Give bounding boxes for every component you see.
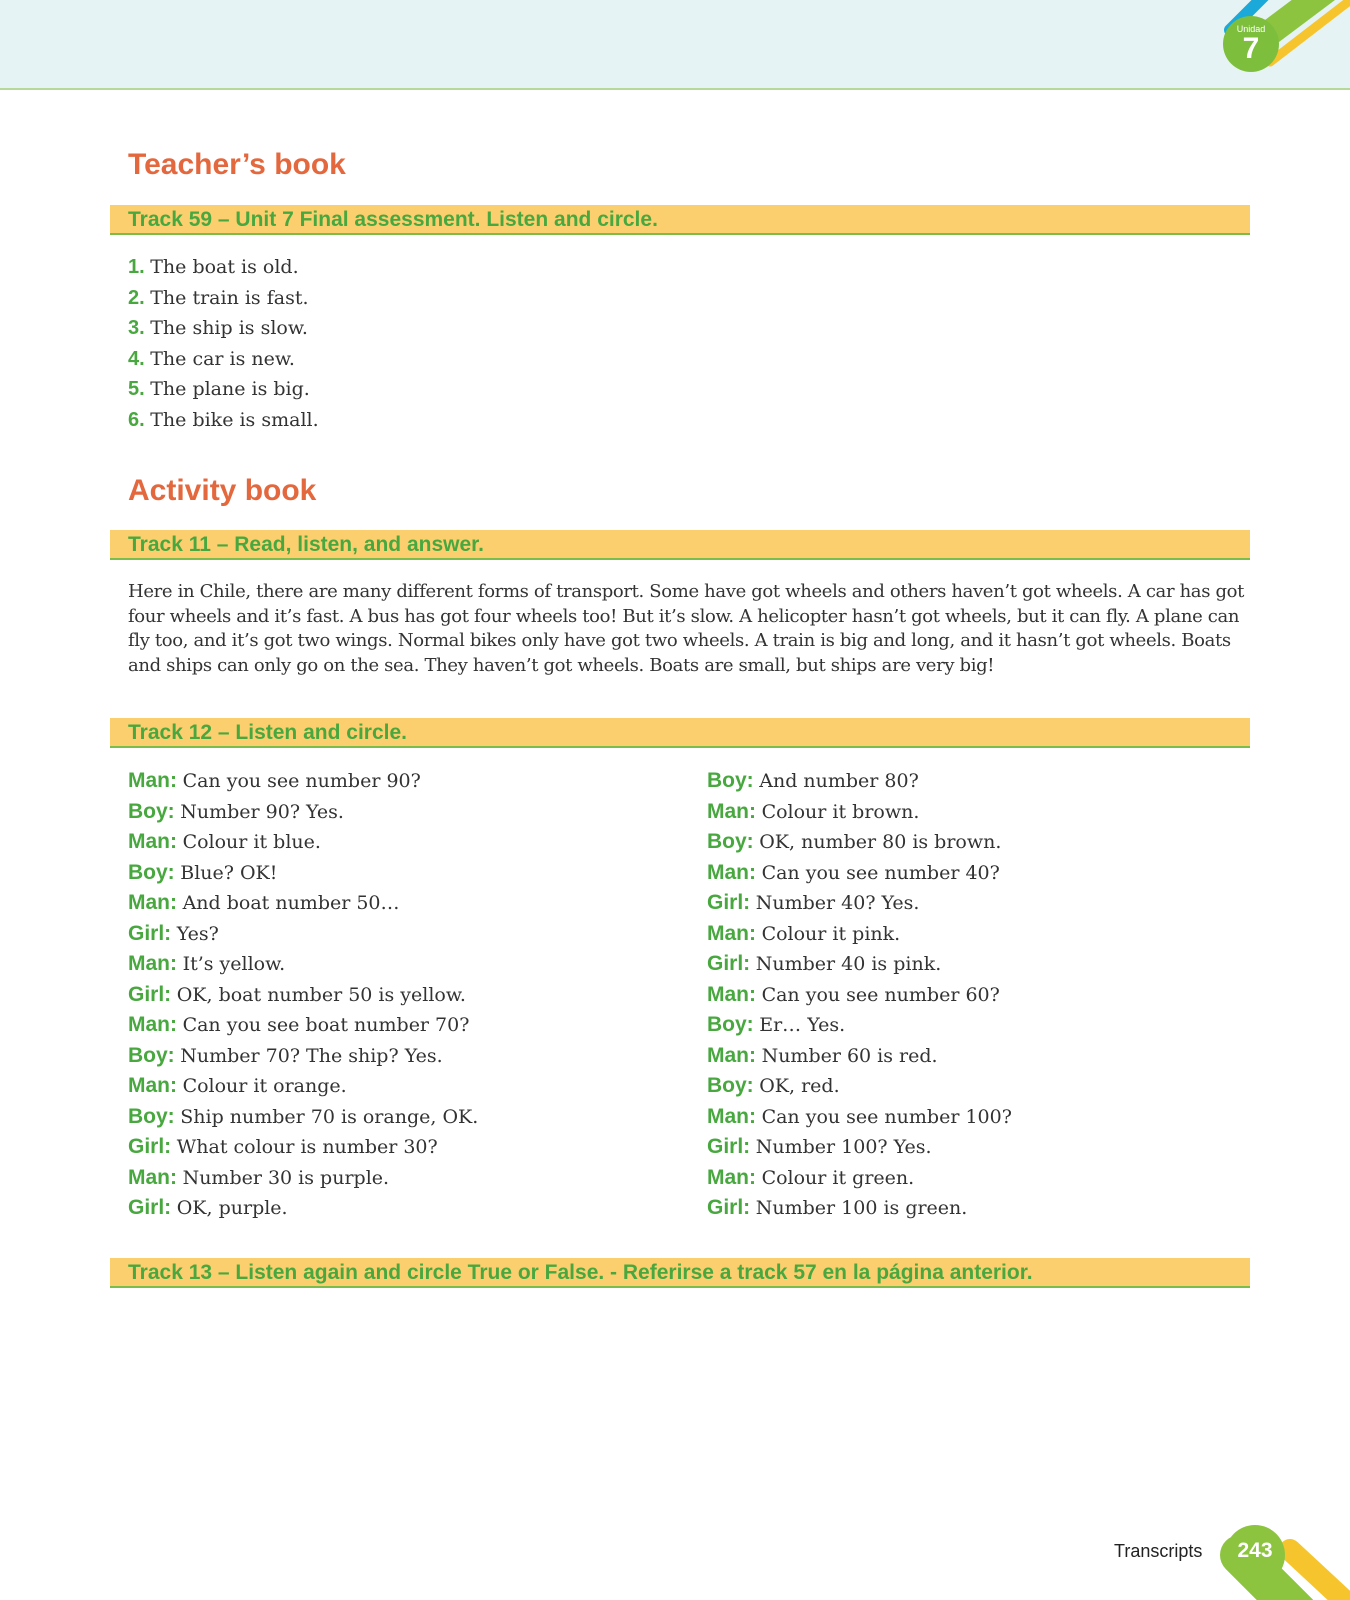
track-12-title: Track 12 – Listen and circle. (128, 721, 407, 744)
track-59-title: Track 59 – Unit 7 Final assessment. Listen and circle. (128, 208, 658, 231)
dialogue-text: Number 60 is red. (761, 1044, 938, 1067)
dialogue-text: Colour it blue. (182, 831, 321, 853)
dialogue-text: Colour it green. (761, 1166, 915, 1189)
item-number: 4. (128, 347, 145, 370)
dialogue-line (707, 949, 1012, 980)
dialogue-line (128, 1041, 478, 1072)
speaker-name: Man: (707, 860, 756, 884)
speaker-name: Man: (128, 769, 177, 792)
speaker-name: Girl: (707, 1135, 751, 1158)
dialogue-text: Number 40 is pink. (755, 953, 942, 975)
speaker-name: Man: (128, 830, 177, 853)
dialogue-line (707, 797, 1012, 828)
track-12-bar (110, 718, 1250, 748)
track-11-bar (110, 530, 1250, 560)
dialogue-text: Colour it pink. (761, 922, 901, 945)
speaker-name: Man: (707, 799, 756, 823)
speaker-name: Girl: (128, 921, 172, 945)
dialogue-line (128, 919, 478, 950)
speaker-name: Man: (128, 1074, 177, 1097)
dialogue-line (707, 1010, 1012, 1041)
speaker-name: Boy: (128, 860, 175, 884)
speaker-name: Man: (128, 952, 177, 975)
dialogue-line (128, 766, 478, 797)
dialogue-text: Can you see number 40? (761, 861, 1000, 884)
dialogue-line (128, 858, 478, 889)
track-11-paragraph: Here in Chile, there are many different forms of transport. Some have got wheels and others haven’t got wheels. A car has got four wheels and it’s fast. A bus has got four wheels too! But it’s slow. A helicopter hasn’t got wheels, but it can fly. A plane can fly too, and it’s got two wings. Normal bikes only have got two wheels. A train is big and long, and it hasn’t got wheels. Boats and ships can only go on the sea. They haven’t got wheels. Boats are small, but ships are very big! (128, 581, 1244, 676)
speaker-name: Girl: (128, 1196, 172, 1219)
dialogue-text: Number 40? Yes. (755, 892, 920, 914)
dialogue-left-column (128, 766, 478, 1224)
speaker-name: Girl: (707, 1196, 751, 1219)
item-number: 5. (128, 378, 145, 400)
track-59-list (128, 252, 319, 435)
dialogue-line (707, 1102, 1012, 1133)
dialogue-text: Number 90? Yes. (180, 800, 344, 823)
track-59-bar (110, 205, 1250, 235)
dialogue-text: Colour it orange. (182, 1075, 347, 1097)
page-number-badge (1220, 1515, 1350, 1600)
dialogue-line (707, 980, 1012, 1011)
dialogue-line (128, 1071, 478, 1102)
item-number: 1. (128, 256, 145, 278)
dialogue-line (128, 1193, 478, 1224)
dialogue-text: Can you see number 90? (182, 770, 421, 792)
dialogue-line (707, 1163, 1012, 1194)
speaker-name: Man: (128, 1013, 177, 1036)
track-13-title: Track 13 – Listen again and circle True or False. - Referirse a track 57 en la página anterior. (128, 1261, 1033, 1284)
dialogue-line (707, 919, 1012, 950)
dialogue-line (128, 980, 478, 1011)
dialogue-right-column (707, 766, 1012, 1224)
speaker-name: Man: (707, 1104, 756, 1128)
list-item (128, 344, 319, 375)
dialogue-text: Can you see number 100? (761, 1105, 1012, 1128)
item-text: The car is new. (150, 347, 295, 370)
track-13-bar (110, 1258, 1250, 1288)
dialogue-line (128, 797, 478, 828)
item-number: 6. (128, 408, 145, 431)
list-item (128, 283, 319, 314)
speaker-name: Girl: (707, 952, 751, 975)
list-item (128, 313, 319, 344)
speaker-name: Boy: (707, 1074, 754, 1097)
item-text: The ship is slow. (150, 317, 308, 339)
speaker-name: Girl: (128, 1135, 172, 1158)
dialogue-line (707, 1193, 1012, 1224)
list-item (128, 374, 319, 405)
speaker-name: Man: (707, 1043, 756, 1067)
activity-book-heading: Activity book (128, 474, 317, 507)
footer-section-label: Transcripts (1114, 1541, 1203, 1561)
speaker-name: Man: (128, 891, 177, 914)
dialogue-line (707, 1132, 1012, 1163)
dialogue-text: What colour is number 30? (176, 1136, 438, 1158)
dialogue-line (707, 888, 1012, 919)
unit-badge (1220, 0, 1350, 88)
dialogue-text: Blue? OK! (180, 861, 278, 884)
unit-number: 7 (1242, 32, 1260, 65)
item-text: The bike is small. (150, 408, 319, 431)
dialogue-line (707, 1041, 1012, 1072)
item-number: 3. (128, 317, 145, 339)
speaker-name: Boy: (707, 1013, 754, 1036)
page-header-band (0, 0, 1350, 90)
dialogue-line (707, 1071, 1012, 1102)
dialogue-text: OK, number 80 is brown. (759, 831, 1002, 853)
speaker-name: Man: (128, 1165, 177, 1189)
unit-label: Unidad (1236, 24, 1266, 34)
dialogue-text: Colour it brown. (761, 800, 920, 823)
dialogue-text: OK, boat number 50 is yellow. (176, 983, 466, 1006)
item-number: 2. (128, 286, 145, 309)
dialogue-text: OK, purple. (176, 1197, 288, 1219)
item-text: The boat is old. (150, 256, 299, 278)
speaker-name: Boy: (128, 1104, 175, 1128)
dialogue-line (128, 949, 478, 980)
dialogue-text: And boat number 50… (182, 892, 400, 914)
list-item (128, 252, 319, 283)
list-item (128, 405, 319, 436)
dialogue-line (128, 1132, 478, 1163)
dialogue-line (128, 888, 478, 919)
dialogue-text: Yes? (176, 922, 219, 945)
dialogue-line (707, 766, 1012, 797)
dialogue-line (128, 1102, 478, 1133)
dialogue-text: It’s yellow. (182, 953, 286, 975)
dialogue-text: OK, red. (759, 1075, 840, 1097)
dialogue-text: Number 100? Yes. (755, 1136, 932, 1158)
dialogue-line (128, 1010, 478, 1041)
item-text: The plane is big. (150, 378, 310, 400)
speaker-name: Boy: (707, 830, 754, 853)
speaker-name: Boy: (128, 1043, 175, 1067)
dialogue-line (128, 827, 478, 858)
track-11-title: Track 11 – Read, listen, and answer. (128, 533, 485, 556)
speaker-name: Man: (707, 1165, 756, 1189)
speaker-name: Boy: (128, 799, 175, 823)
dialogue-line (707, 827, 1012, 858)
teachers-book-heading: Teacher’s book (128, 148, 346, 181)
dialogue-text: Number 70? The ship? Yes. (180, 1044, 443, 1067)
dialogue-line (707, 858, 1012, 889)
dialogue-text: Can you see boat number 70? (182, 1014, 470, 1036)
item-text: The train is fast. (150, 286, 309, 309)
dialogue-text: Er… Yes. (759, 1014, 846, 1036)
speaker-name: Boy: (707, 769, 754, 792)
dialogue-text: Number 100 is green. (755, 1197, 968, 1219)
speaker-name: Man: (707, 982, 756, 1006)
speaker-name: Man: (707, 921, 756, 945)
dialogue-text: Can you see number 60? (761, 983, 1000, 1006)
page-number: 243 (1237, 1539, 1273, 1562)
unit-circle (1223, 16, 1279, 72)
dialogue-text: Number 30 is purple. (182, 1166, 390, 1189)
dialogue-text: Ship number 70 is orange, OK. (180, 1105, 479, 1128)
dialogue-text: And number 80? (759, 770, 919, 792)
speaker-name: Girl: (128, 982, 172, 1006)
dialogue-line (128, 1163, 478, 1194)
speaker-name: Girl: (707, 891, 751, 914)
